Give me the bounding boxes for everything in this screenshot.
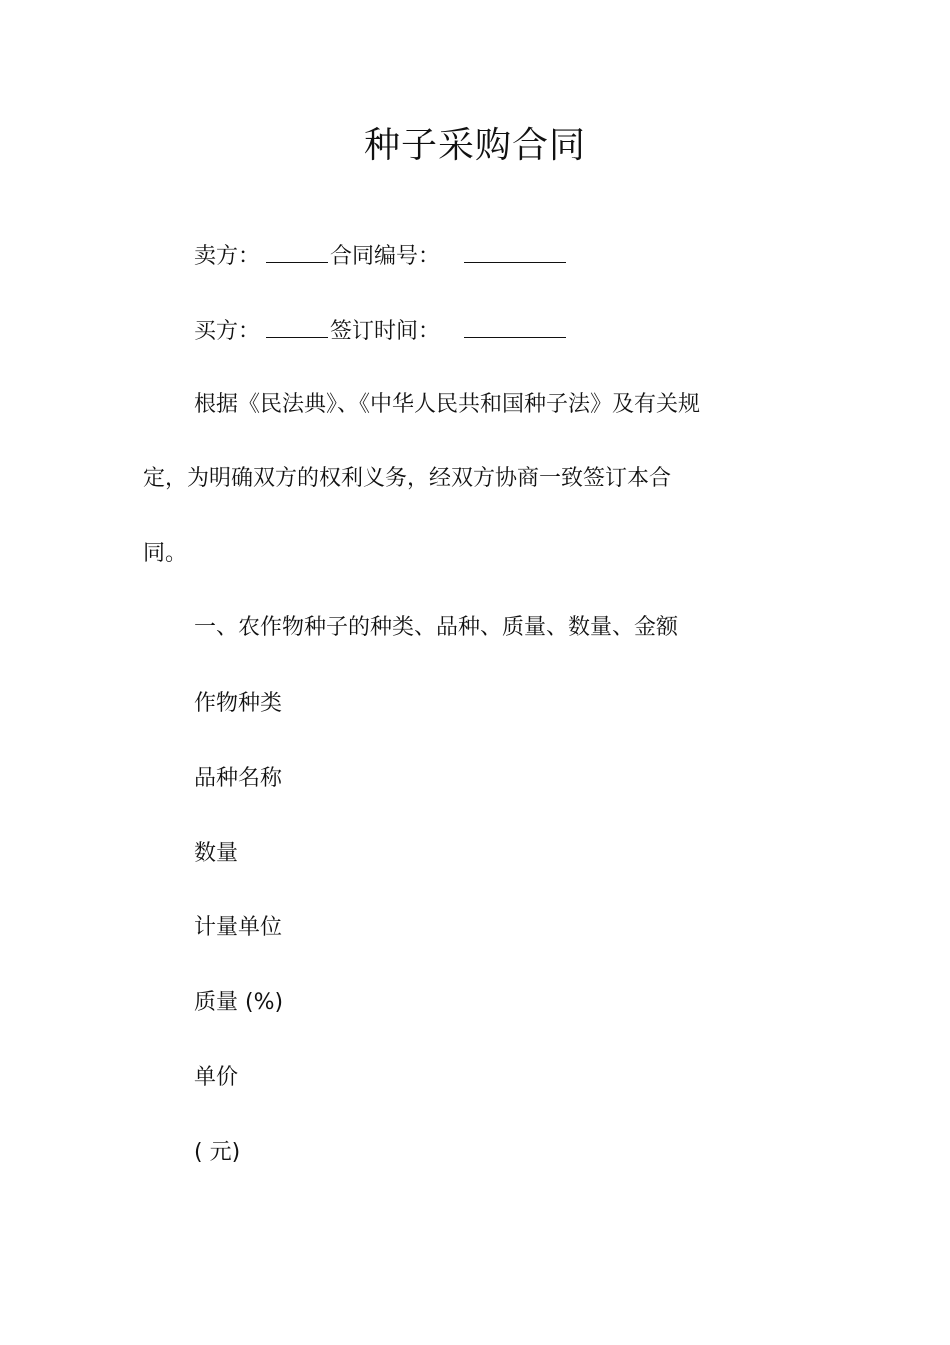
contract-no-label: 合同编号：: [330, 244, 441, 269]
document-title: 种子采购合同: [363, 125, 586, 166]
seller-blank: [266, 240, 328, 263]
field-unit: 计量单位: [194, 915, 283, 940]
sign-time-label: 签订时间：: [330, 319, 441, 344]
field-variety-name: 品种名称: [194, 766, 283, 791]
preamble-line-3: 同。: [143, 541, 188, 566]
sign-time-blank: [464, 315, 566, 338]
buyer-label: 买方：: [194, 319, 261, 344]
field-quantity: 数量: [194, 841, 239, 866]
seller-label: 卖方：: [194, 244, 261, 269]
section1-heading: 一、农作物种子的种类、品种、质量、数量、金额: [194, 615, 679, 640]
buyer-line: [194, 315, 566, 347]
field-currency: ( 元): [194, 1140, 241, 1165]
field-quality: 质量 (%): [194, 990, 284, 1015]
buyer-blank: [266, 315, 328, 338]
preamble-line-2: 定，为明确双方的权利义务，经双方协商一致签订本合: [143, 466, 672, 491]
field-unit-price: 单价: [194, 1065, 239, 1090]
field-crop-type: 作物种类: [194, 691, 283, 716]
seller-line: [194, 240, 566, 272]
contract-no-blank: [464, 240, 566, 263]
preamble-line-1: 根据《民法典》、《中华人民共和国种子法》及有关规: [194, 392, 701, 417]
